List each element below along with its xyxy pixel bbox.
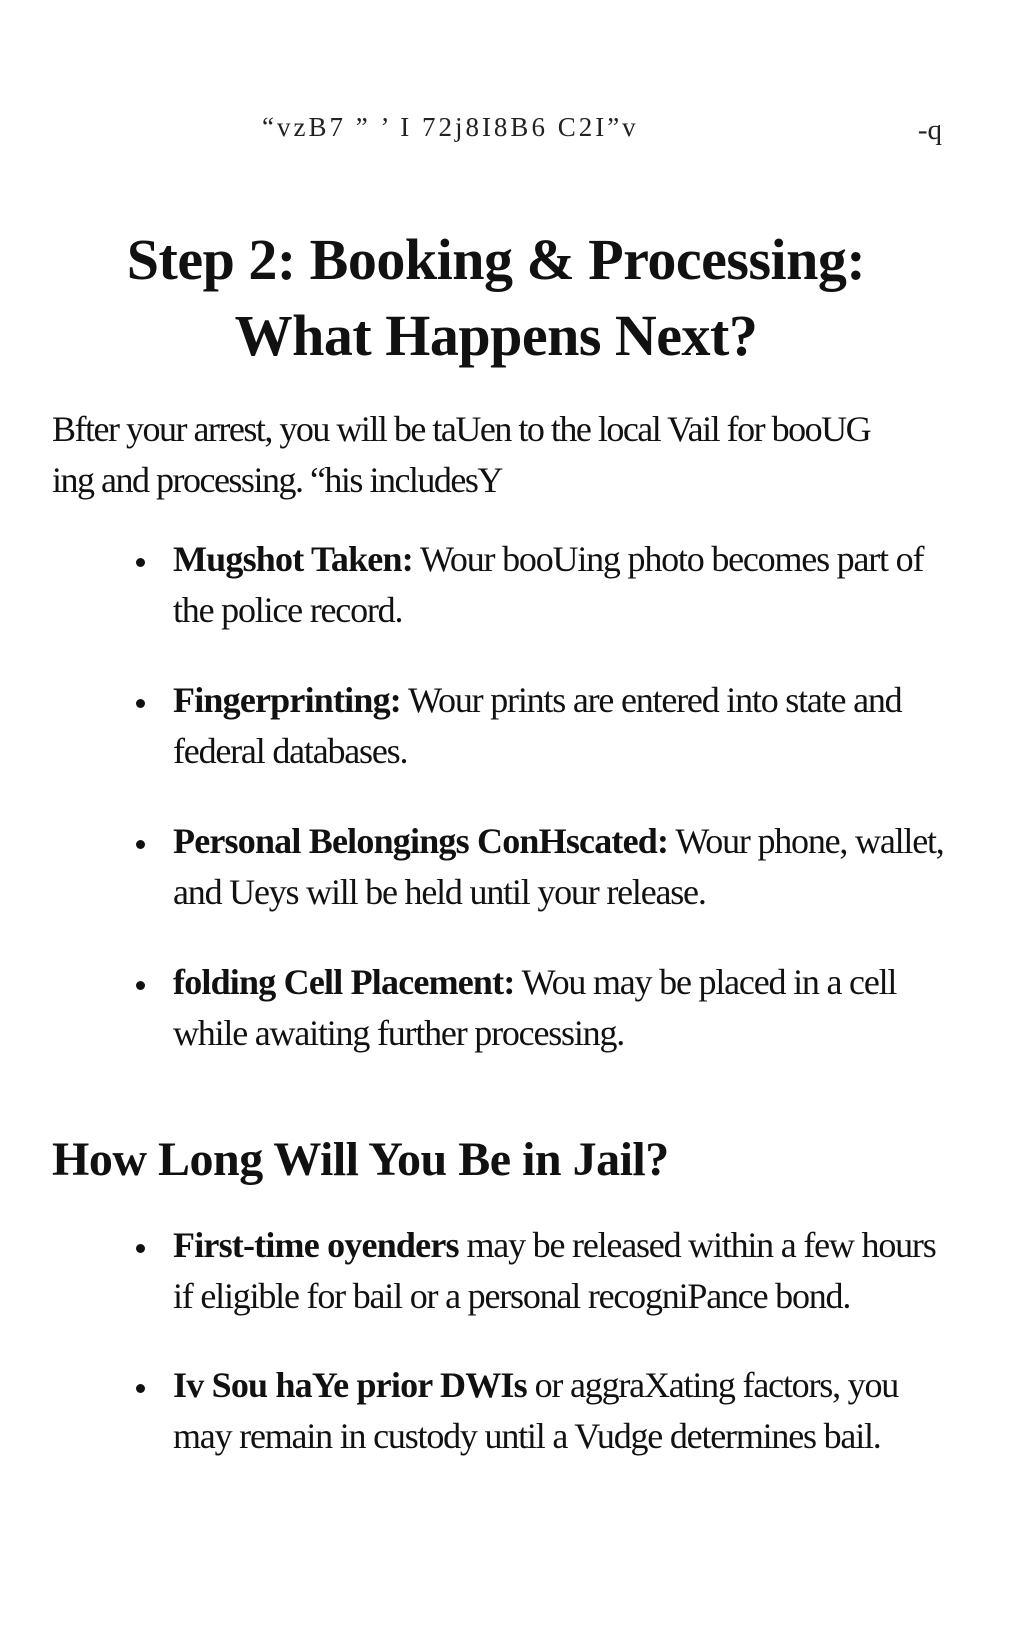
item-term: Fingerprinting: [173, 680, 401, 720]
bullet-icon [136, 558, 145, 567]
bullet-icon [136, 840, 145, 849]
item-term: Personal Belongings ConHscated: [173, 821, 669, 861]
item-term: Mugshot Taken: [173, 539, 413, 579]
bullet-icon [136, 981, 145, 990]
item-text: may be released within a few hours if eligible for bail or a personal recogniPance bond. [173, 1225, 936, 1316]
chapter-title-line-2: What Happens Next? [234, 303, 758, 368]
item-text: or aggraXating factors, you may remain in custody until a Vudge determines bail. [173, 1365, 899, 1456]
section-title: How Long Will You Be in Jail? [52, 1133, 669, 1186]
page-number: -q [917, 114, 942, 146]
list-item [0, 1360, 1024, 1462]
chapter-title [60, 222, 932, 374]
chapter-title-line-1: Step 2: Booking & Processing: [126, 227, 866, 292]
item-term: folding Cell Placement: [173, 962, 515, 1002]
list-item [0, 1220, 1024, 1322]
item-text: Wour prints are entered into state and federal databases. [173, 680, 902, 771]
intro-line-2: ing and processing. “his includesY [52, 460, 502, 500]
running-header: “vzB7 ” ’ I 72j8I8B6 C2I”v [262, 112, 639, 142]
item-text: Wour booUing photo becomes part of the police record. [173, 539, 924, 630]
jail-duration-list [0, 1220, 1024, 1500]
bullet-icon [136, 1244, 145, 1253]
item-term: First-time oyenders [173, 1225, 459, 1265]
booking-steps-list [0, 534, 1024, 1098]
list-item [0, 957, 1024, 1059]
intro-paragraph [52, 404, 952, 506]
list-item [0, 534, 1024, 636]
item-text: Wour phone, wallet, and Ueys will be held until your release. [173, 821, 944, 912]
list-item [0, 816, 1024, 918]
item-term: Iv Sou haYe prior DWIs [173, 1365, 527, 1405]
bullet-icon [136, 699, 145, 708]
bullet-icon [136, 1384, 145, 1393]
list-item [0, 675, 1024, 777]
intro-line-1: Bfter your arrest, you will be taUen to the local Vail for booUG [52, 409, 871, 449]
item-text: Wou may be placed in a cell while awaiting further processing. [173, 962, 897, 1053]
